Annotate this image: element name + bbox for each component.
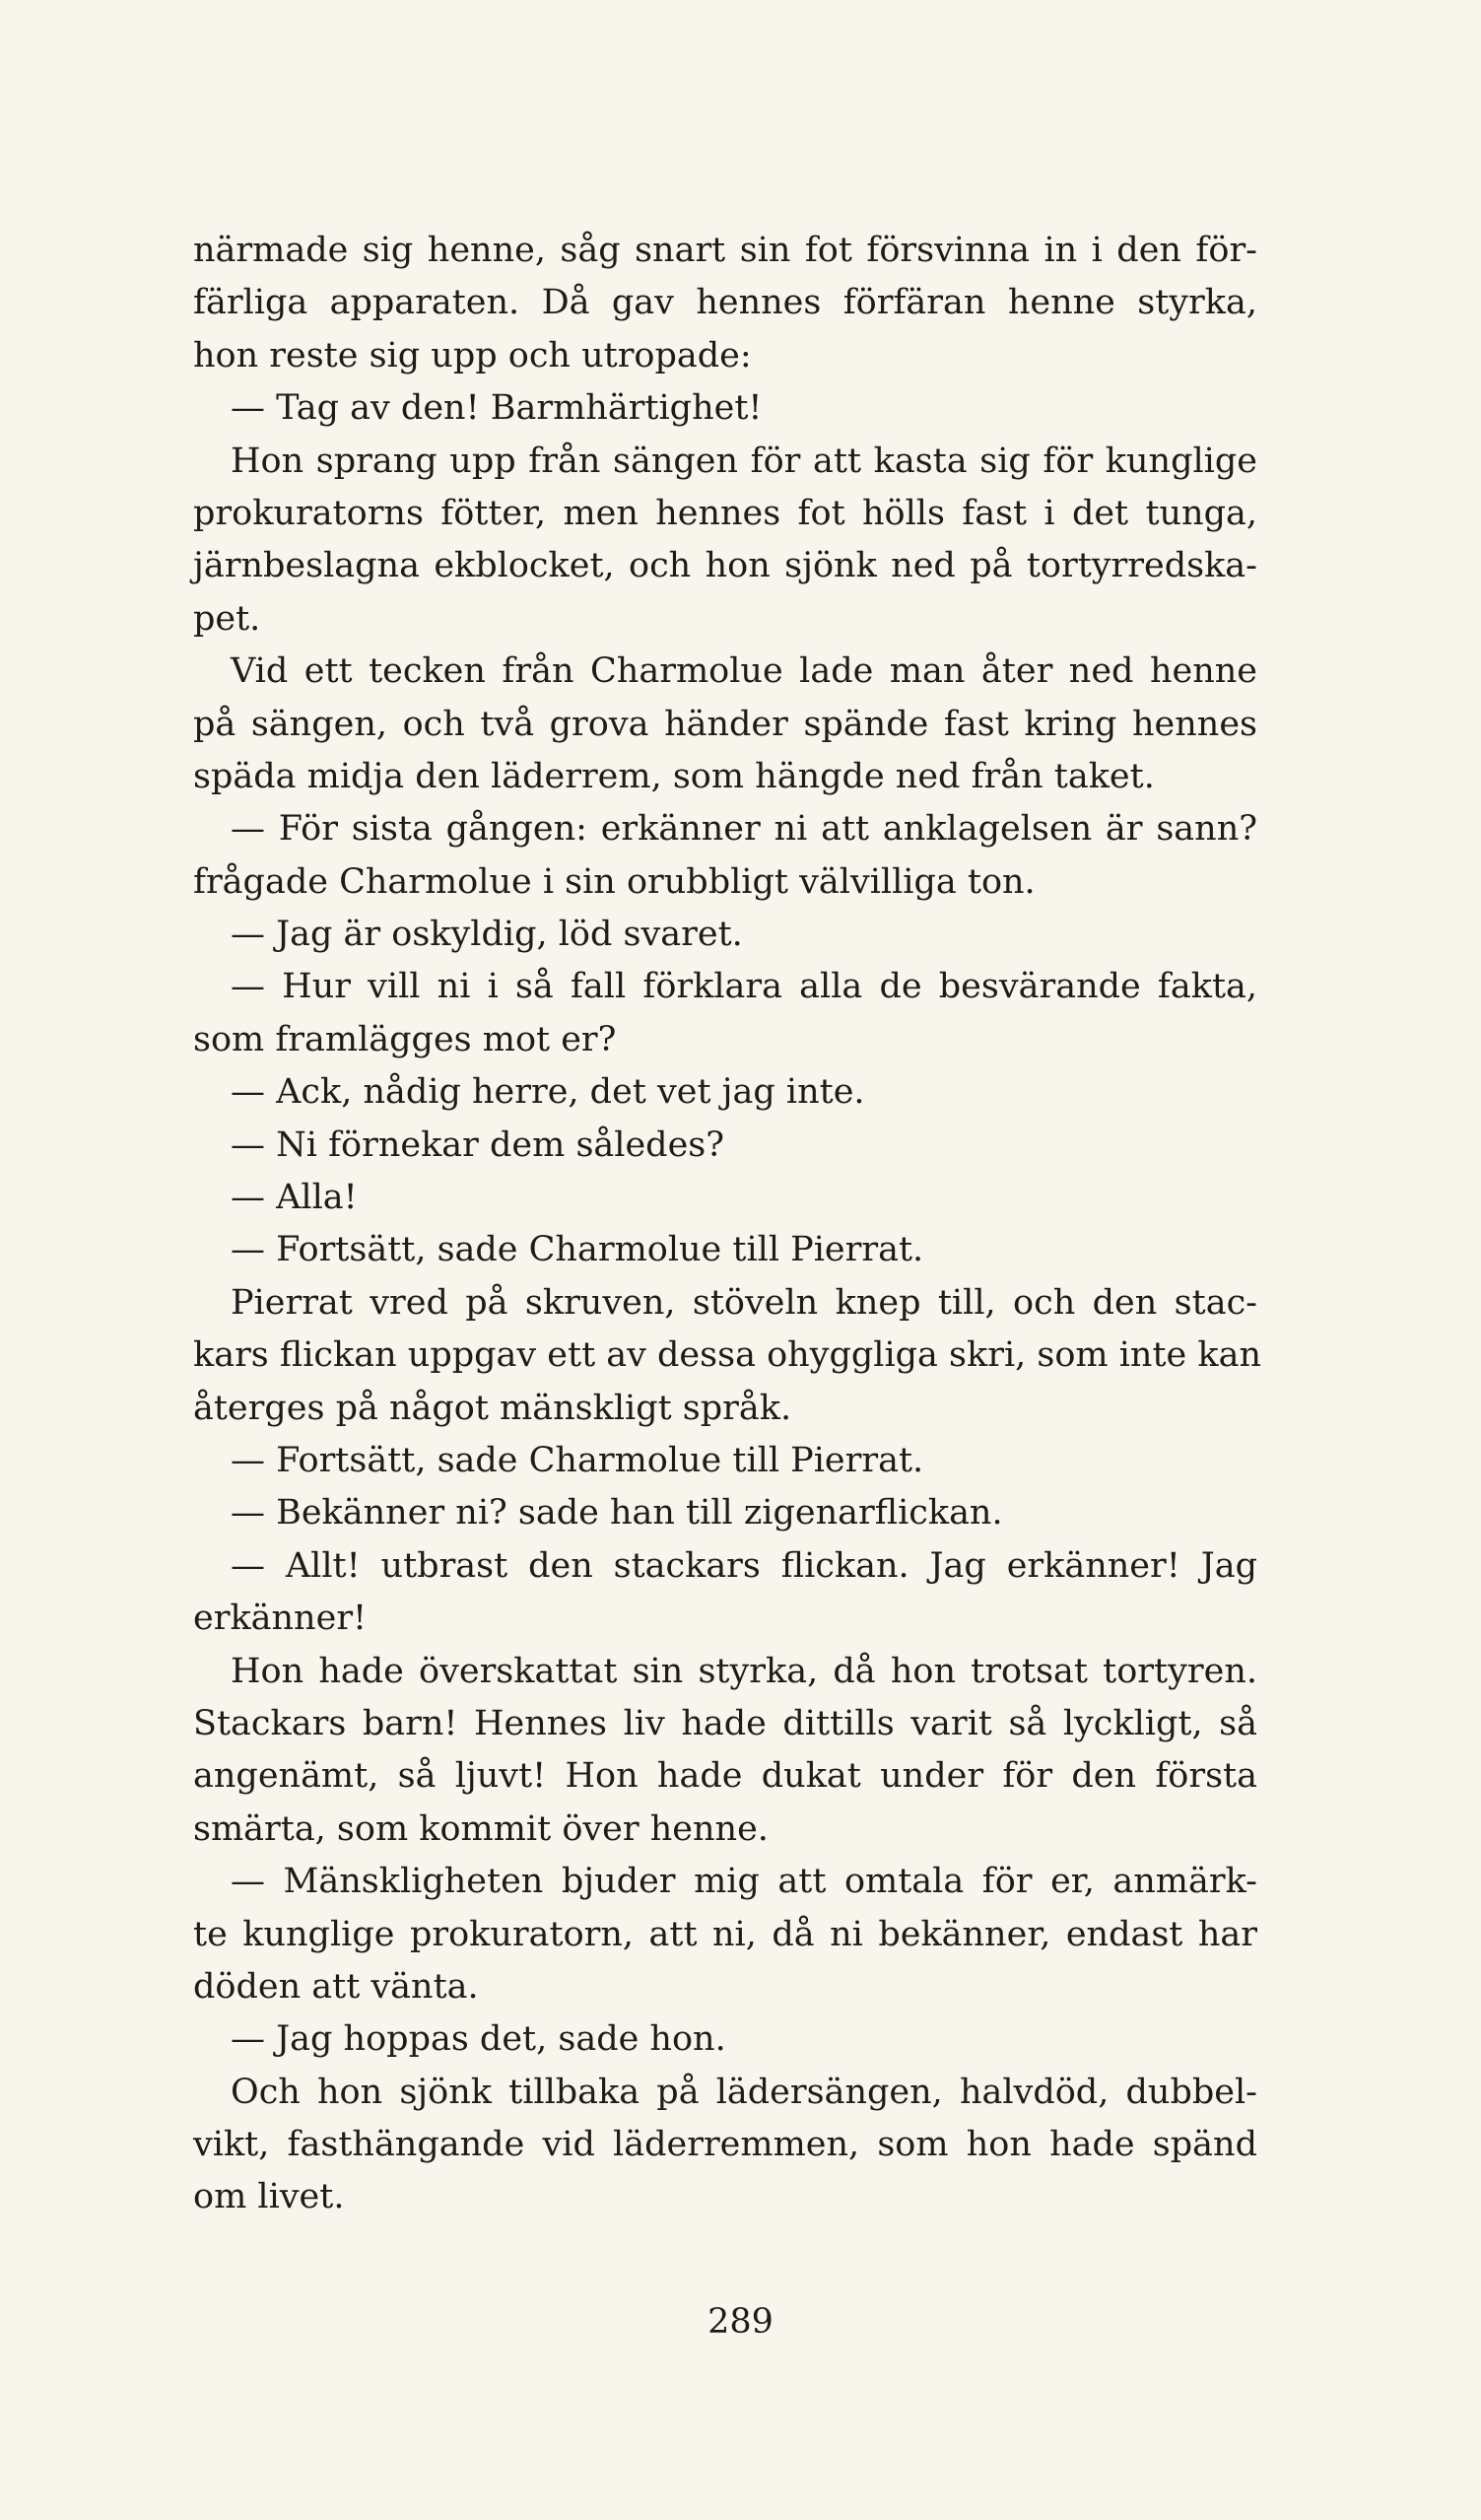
text-line: — Bekänner ni? sade han till zigenarflickan. (231, 1493, 1003, 1533)
text-line: Och hon sjönk tillbaka på lädersängen, halvdöd, dubbel- (231, 2072, 1257, 2112)
text-line: vikt, fasthängande vid läderremmen, som hon hade spänd (193, 2125, 1257, 2165)
text-line: — Ack, nådig herre, det vet jag inte. (231, 1072, 865, 1113)
text-line: smärta, som kommit över henne. (193, 1808, 769, 1849)
text-line: — Jag är oskyldig, löd svaret. (231, 915, 743, 955)
text-line: späda midja den läderrem, som hängde ned från taket. (193, 756, 1155, 796)
page-number: 289 (707, 2302, 774, 2342)
text-line: järnbeslagna ekblocket, och hon sjönk ned på tortyrredska- (193, 546, 1257, 586)
text-line: om livet. (193, 2177, 345, 2217)
text-line: — Mänskligheten bjuder mig att omtala för er, anmärk- (231, 1862, 1257, 1902)
text-line: prokuratorns fötter, men hennes fot hölls fast i det tunga, (193, 493, 1257, 533)
text-line: kars flickan uppgav ett av dessa ohyggliga skri, som inte kan (193, 1335, 1261, 1376)
text-line: återges på något mänskligt språk. (193, 1388, 792, 1428)
text-line: — Fortsätt, sade Charmolue till Pierrat. (231, 1230, 924, 1270)
text-line: Hon sprang upp från sängen för att kasta sig för kunglige (231, 441, 1257, 481)
text-line: — Allt! utbrast den stackars flickan. Jag erkänner! Jag (231, 1545, 1257, 1586)
text-line: — Fortsätt, sade Charmolue till Pierrat. (231, 1440, 924, 1480)
text-line: angenämt, så ljuvt! Hon hade dukat under för den första (193, 1756, 1257, 1797)
text-line: te kunglige prokuratorn, att ni, då ni bekänner, endast har (193, 1914, 1257, 1954)
text-line: pet. (193, 598, 261, 639)
text-line: — Jag hoppas det, sade hon. (231, 2019, 726, 2060)
text-line: — Tag av den! Barmhärtighet! (231, 388, 763, 429)
text-line: Hon hade överskattat sin styrka, då hon trotsat tortyren. (231, 1651, 1257, 1691)
text-line: på sängen, och två grova händer spände fast kring hennes (193, 704, 1257, 744)
text-line: frågade Charmolue i sin orubbligt välvilliga ton. (193, 861, 1036, 902)
text-line: färliga apparaten. Då gav hennes förfäran henne styrka, (193, 283, 1257, 323)
text-line: — Ni förnekar dem således? (231, 1124, 725, 1165)
text-line: Vid ett tecken från Charmolue lade man åter ned henne (231, 651, 1257, 692)
text-line: Stackars barn! Hennes liv hade dittills varit så lyckligt, så (193, 1703, 1257, 1743)
page-body-text (193, 225, 1261, 2224)
text-line: — Alla! (231, 1178, 358, 1218)
text-line: — Hur vill ni i så fall förklara alla de besvärande fakta, (231, 967, 1257, 1007)
text-line: erkänner! (193, 1599, 368, 1639)
text-line: — För sista gången: erkänner ni att anklagelsen är sann? (231, 809, 1257, 850)
text-line: Pierrat vred på skruven, stöveln knep till, och den stac- (231, 1282, 1257, 1323)
text-line: döden att vänta. (193, 1966, 479, 2007)
text-line: som framlägges mot er? (193, 1019, 617, 1059)
text-line: hon reste sig upp och utropade: (193, 335, 752, 375)
text-line: närmade sig henne, såg snart sin fot försvinna in i den för- (193, 231, 1257, 270)
